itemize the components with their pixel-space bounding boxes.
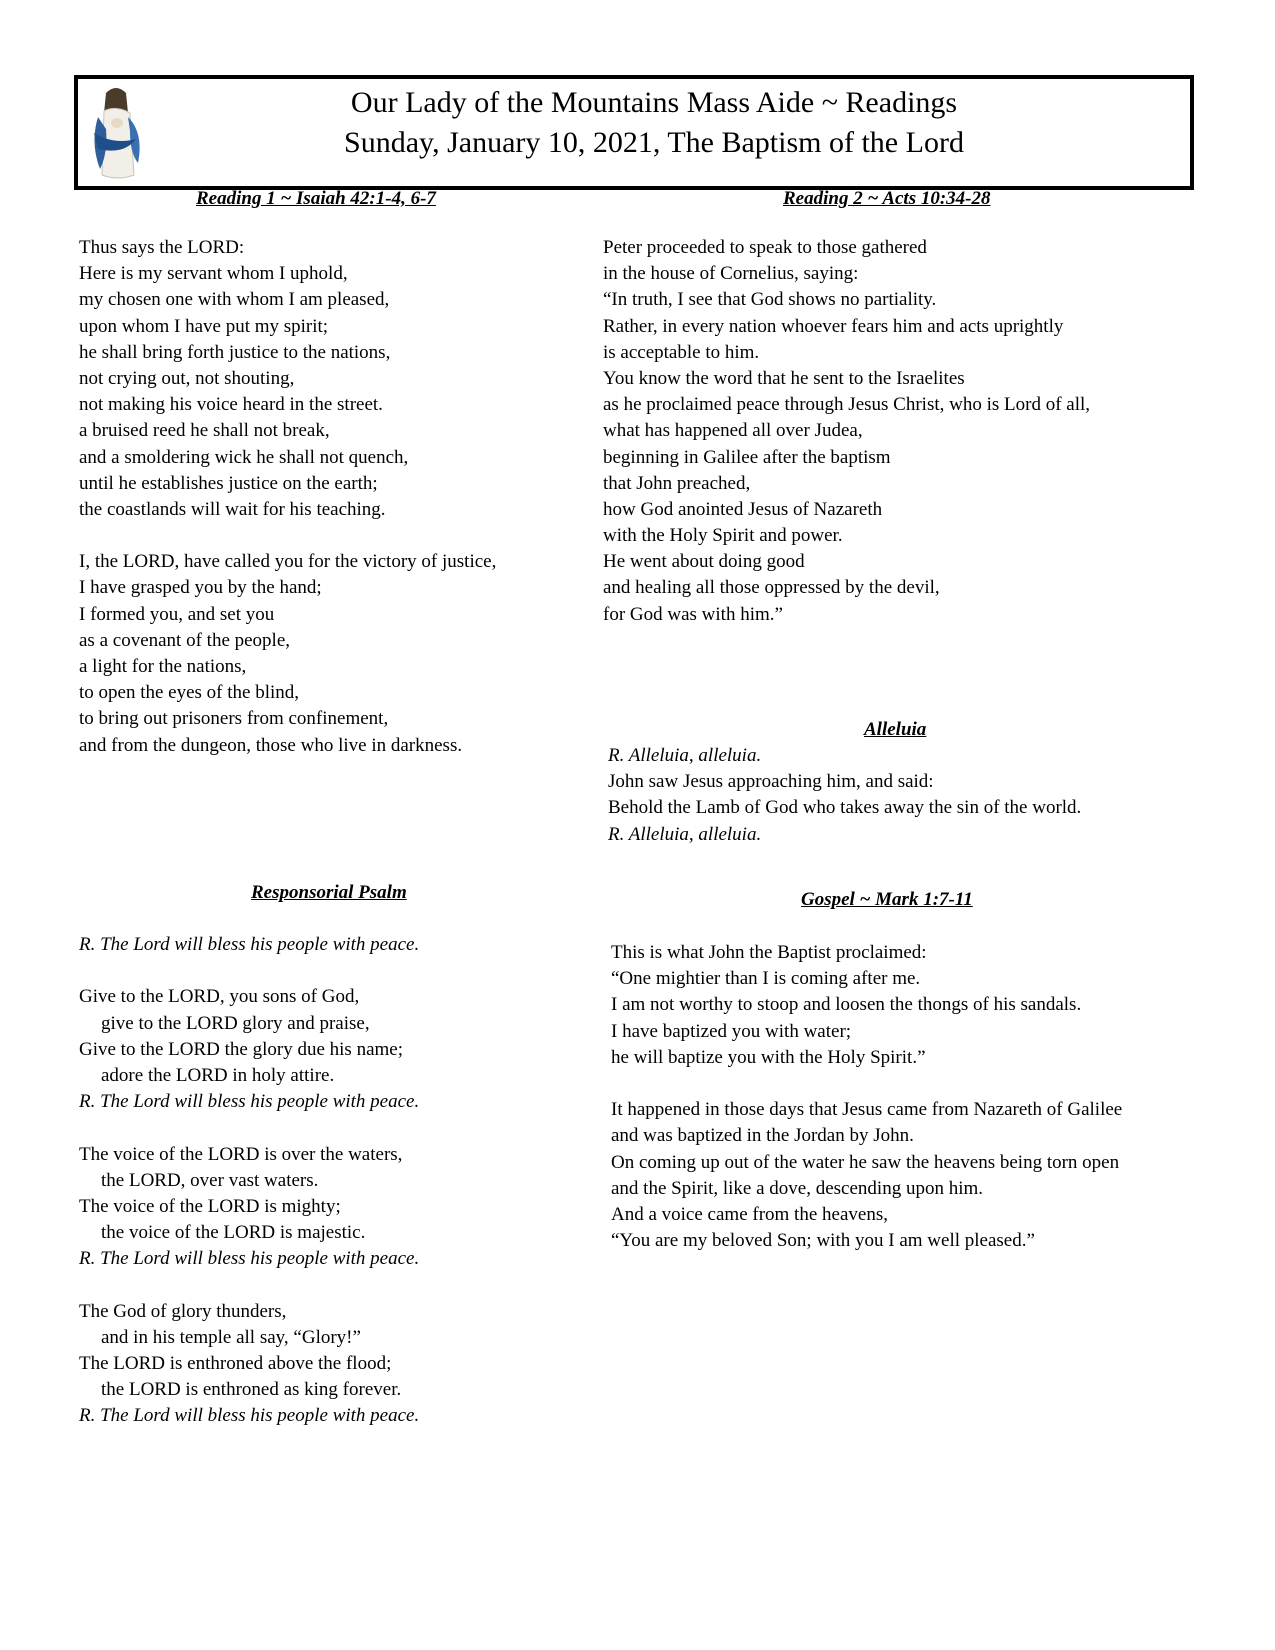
reading2-line: as he proclaimed peace through Jesus Christ, who is Lord of all, xyxy=(603,394,1091,416)
reading1-line: not making his voice heard in the street. xyxy=(79,394,383,416)
alleluia-response: R. Alleluia, alleluia. xyxy=(608,745,762,766)
psalm-heading: Responsorial Psalm xyxy=(251,882,407,903)
gospel-line: And a voice came from the heavens, xyxy=(611,1203,888,1225)
reading1-line: as a covenant of the people, xyxy=(79,629,291,651)
psalm-line: Give to the LORD, you sons of God, xyxy=(79,986,360,1008)
alleluia-text xyxy=(608,743,1081,848)
alleluia-line: Behold the Lamb of God who takes away the sin of the world. xyxy=(608,797,1082,819)
reading2-line: what has happened all over Judea, xyxy=(603,420,863,442)
psalm-response: R. The Lord will bless his people with peace. xyxy=(79,1405,420,1427)
gospel-line: I am not worthy to stoop and loosen the thongs of his sandals. xyxy=(611,994,1082,1016)
psalm-line: the voice of the LORD is majestic. xyxy=(101,1222,366,1244)
page-title-line2: Sunday, January 10, 2021, The Baptism of the Lord xyxy=(344,126,964,159)
psalm-line: Give to the LORD the glory due his name; xyxy=(79,1038,403,1060)
reading1-line: to open the eyes of the blind, xyxy=(79,682,300,704)
psalm-response: R. The Lord will bless his people with peace. xyxy=(79,1248,420,1270)
gospel-line: On coming up out of the water he saw the heavens being torn open xyxy=(611,1151,1120,1173)
reading2-line: Peter proceeded to speak to those gathered xyxy=(603,237,927,258)
gospel-line: “You are my beloved Son; with you I am well pleased.” xyxy=(611,1230,1035,1252)
reading1-text xyxy=(79,235,496,759)
reading1-line: my chosen one with whom I am pleased, xyxy=(79,289,390,311)
reading2-text xyxy=(603,235,1090,628)
reading1-line: a light for the nations, xyxy=(79,656,247,677)
psalm-line: The God of glory thunders, xyxy=(79,1300,287,1322)
psalm-line: The voice of the LORD is mighty; xyxy=(79,1195,341,1217)
reading1-line: I formed you, and set you xyxy=(79,603,275,625)
psalm-line: give to the LORD glory and praise, xyxy=(101,1012,370,1034)
reading1-line: I have grasped you by the hand; xyxy=(79,577,322,599)
reading1-line: the coastlands will wait for his teaching. xyxy=(79,498,386,520)
reading2-line: Rather, in every nation whoever fears him and acts uprightly xyxy=(603,315,1064,337)
reading1-line: I, the LORD, have called you for the victory of justice, xyxy=(79,551,497,573)
gospel-text xyxy=(611,940,1122,1254)
page-header xyxy=(74,75,1194,190)
reading1-line: Thus says the LORD: xyxy=(79,237,245,258)
reading1-line: a bruised reed he shall not break, xyxy=(79,420,330,442)
reading1-line: he shall bring forth justice to the nations, xyxy=(79,341,391,363)
reading1-heading: Reading 1 ~ Isaiah 42:1-4, 6-7 xyxy=(196,188,436,209)
reading1-line: and a smoldering wick he shall not quench, xyxy=(79,446,409,468)
reading2-heading: Reading 2 ~ Acts 10:34-28 xyxy=(783,188,991,209)
psalm-line: adore the LORD in holy attire. xyxy=(101,1064,335,1086)
gospel-line: I have baptized you with water; xyxy=(611,1020,852,1042)
psalm-line: the LORD, over vast waters. xyxy=(101,1169,319,1191)
psalm-line: the LORD is enthroned as king forever. xyxy=(101,1379,402,1401)
reading2-line: with the Holy Spirit and power. xyxy=(603,525,843,547)
stanza-gap xyxy=(611,1071,1122,1097)
reading1-line: not crying out, not shouting, xyxy=(79,367,295,389)
gospel-line: and the Spirit, like a dove, descending upon him. xyxy=(611,1177,984,1199)
gospel-line: he will baptize you with the Holy Spirit.” xyxy=(611,1046,926,1068)
gospel-line: It happened in those days that Jesus came from Nazareth of Galilee xyxy=(611,1099,1123,1121)
stanza-gap xyxy=(79,1272,419,1298)
gospel-line: “One mightier than I is coming after me. xyxy=(611,968,921,990)
reading1-line: Here is my servant whom I uphold, xyxy=(79,263,348,285)
psalm-response: R. The Lord will bless his people with peace. xyxy=(79,934,420,955)
psalm-line: The LORD is enthroned above the flood; xyxy=(79,1353,392,1374)
reading2-line: He went about doing good xyxy=(603,551,805,573)
psalm-line: The voice of the LORD is over the waters, xyxy=(79,1143,403,1165)
reading2-line: that John preached, xyxy=(603,472,751,494)
psalm-text xyxy=(79,932,419,1430)
reading2-line: beginning in Galilee after the baptism xyxy=(603,446,891,468)
alleluia-response: R. Alleluia, alleluia. xyxy=(608,823,762,845)
reading2-line: in the house of Cornelius, saying: xyxy=(603,263,859,285)
reading2-line: is acceptable to him. xyxy=(603,341,760,363)
page-title-line1: Our Lady of the Mountains Mass Aide ~ Readings xyxy=(350,86,958,119)
reading2-line: You know the word that he sent to the Israelites xyxy=(603,367,965,389)
reading1-line: and from the dungeon, those who live in darkness. xyxy=(79,734,463,756)
stanza-gap xyxy=(79,958,419,984)
gospel-heading: Gospel ~ Mark 1:7-11 xyxy=(801,889,973,910)
psalm-line: and in his temple all say, “Glory!” xyxy=(101,1326,361,1348)
gospel-line: This is what John the Baptist proclaimed: xyxy=(611,942,927,963)
gospel-line: and was baptized in the Jordan by John. xyxy=(611,1125,914,1147)
reading2-line: and healing all those oppressed by the devil, xyxy=(603,577,940,599)
reading1-line: upon whom I have put my spirit; xyxy=(79,315,329,337)
psalm-response: R. The Lord will bless his people with peace. xyxy=(79,1091,420,1113)
stanza-gap xyxy=(79,523,496,549)
stanza-gap xyxy=(79,1115,419,1141)
alleluia-line: John saw Jesus approaching him, and said: xyxy=(608,771,934,793)
alleluia-heading: Alleluia xyxy=(864,719,927,740)
reading2-line: for God was with him.” xyxy=(603,603,783,625)
reading1-line: until he establishes justice on the earth; xyxy=(79,472,378,494)
reading1-line: to bring out prisoners from confinement, xyxy=(79,708,389,730)
reading2-line: how God anointed Jesus of Nazareth xyxy=(603,498,883,520)
reading2-line: “In truth, I see that God shows no partiality. xyxy=(603,289,937,311)
